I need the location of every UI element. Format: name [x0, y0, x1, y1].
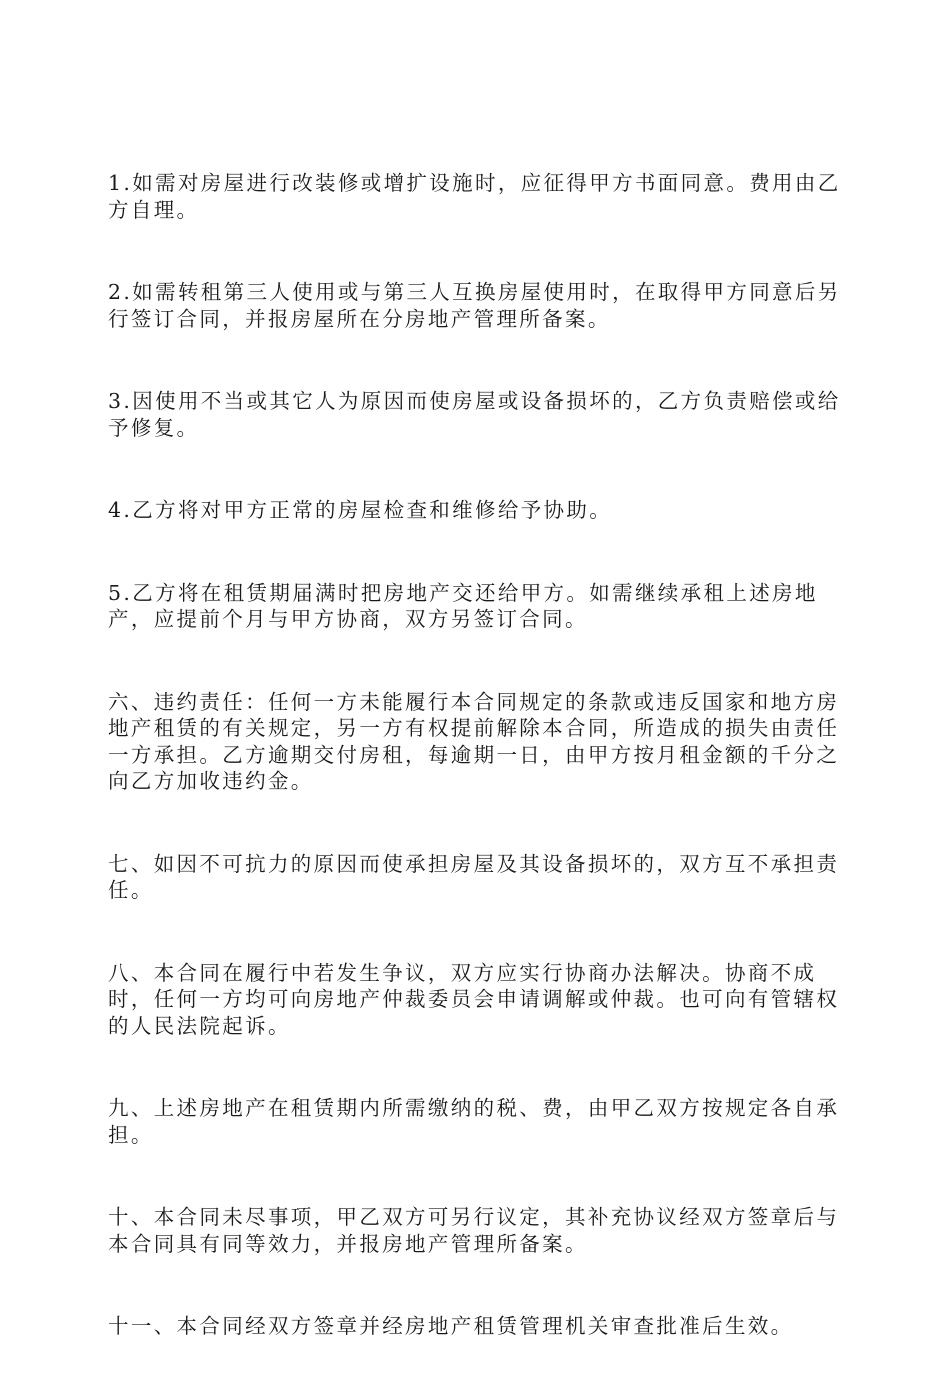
clause-3-damage: 3.因使用不当或其它人为原因而使房屋或设备损坏的，乙方负责赔偿或给予修复。	[108, 389, 841, 440]
clause-6-liability: 六、违约责任：任何一方未能履行本合同规定的条款或违反国家和地方房地产租赁的有关规定，另一方有权提前解除本合同，所造成的损失由责任一方承担。乙方逾期交付房租，每逾期一日，由甲方按月租金额的千分之向乙方加收违约金。	[108, 689, 840, 793]
clause-7-force-majeure: 七、如因不可抗力的原因而使承担房屋及其设备损坏的，双方互不承担责任。	[108, 851, 840, 902]
document-body	[108, 170, 853, 1396]
clause-9-taxes: 九、上述房地产在租赁期内所需缴纳的税、费，由甲乙双方按规定各自承担。	[108, 1096, 840, 1147]
clause-2-sublease: 2.如需转租第三人使用或与第三人互换房屋使用时，在取得甲方同意后另行签订合同，并报房屋所在分房地产管理所备案。	[108, 280, 841, 331]
clause-10-supplement: 十、本合同未尽事项，甲乙双方可另行议定，其补充协议经双方签章后与本合同具有同等效力，并报房地产管理所备案。	[108, 1205, 840, 1256]
clause-5-return: 5.乙方将在租赁期届满时把房地产交还给甲方。如需继续承租上述房地产，应提前个月与甲方协商，双方另签订合同。	[108, 580, 818, 631]
clause-8-dispute: 八、本合同在履行中若发生争议，双方应实行协商办法解决。协商不成时，任何一方均可向房地产仲裁委员会申请调解或仲裁。也可向有管辖权的人民法院起诉。	[108, 960, 840, 1038]
clause-1-alteration: 1.如需对房屋进行改装修或增扩设施时，应征得甲方书面同意。费用由乙方自理。	[108, 171, 841, 222]
clause-4-inspection: 4.乙方将对甲方正常的房屋检查和维修给予协助。	[108, 498, 613, 522]
clause-11-effective: 十一、本合同经双方签章并经房地产租赁管理机关审查批准后生效。	[108, 1314, 794, 1338]
